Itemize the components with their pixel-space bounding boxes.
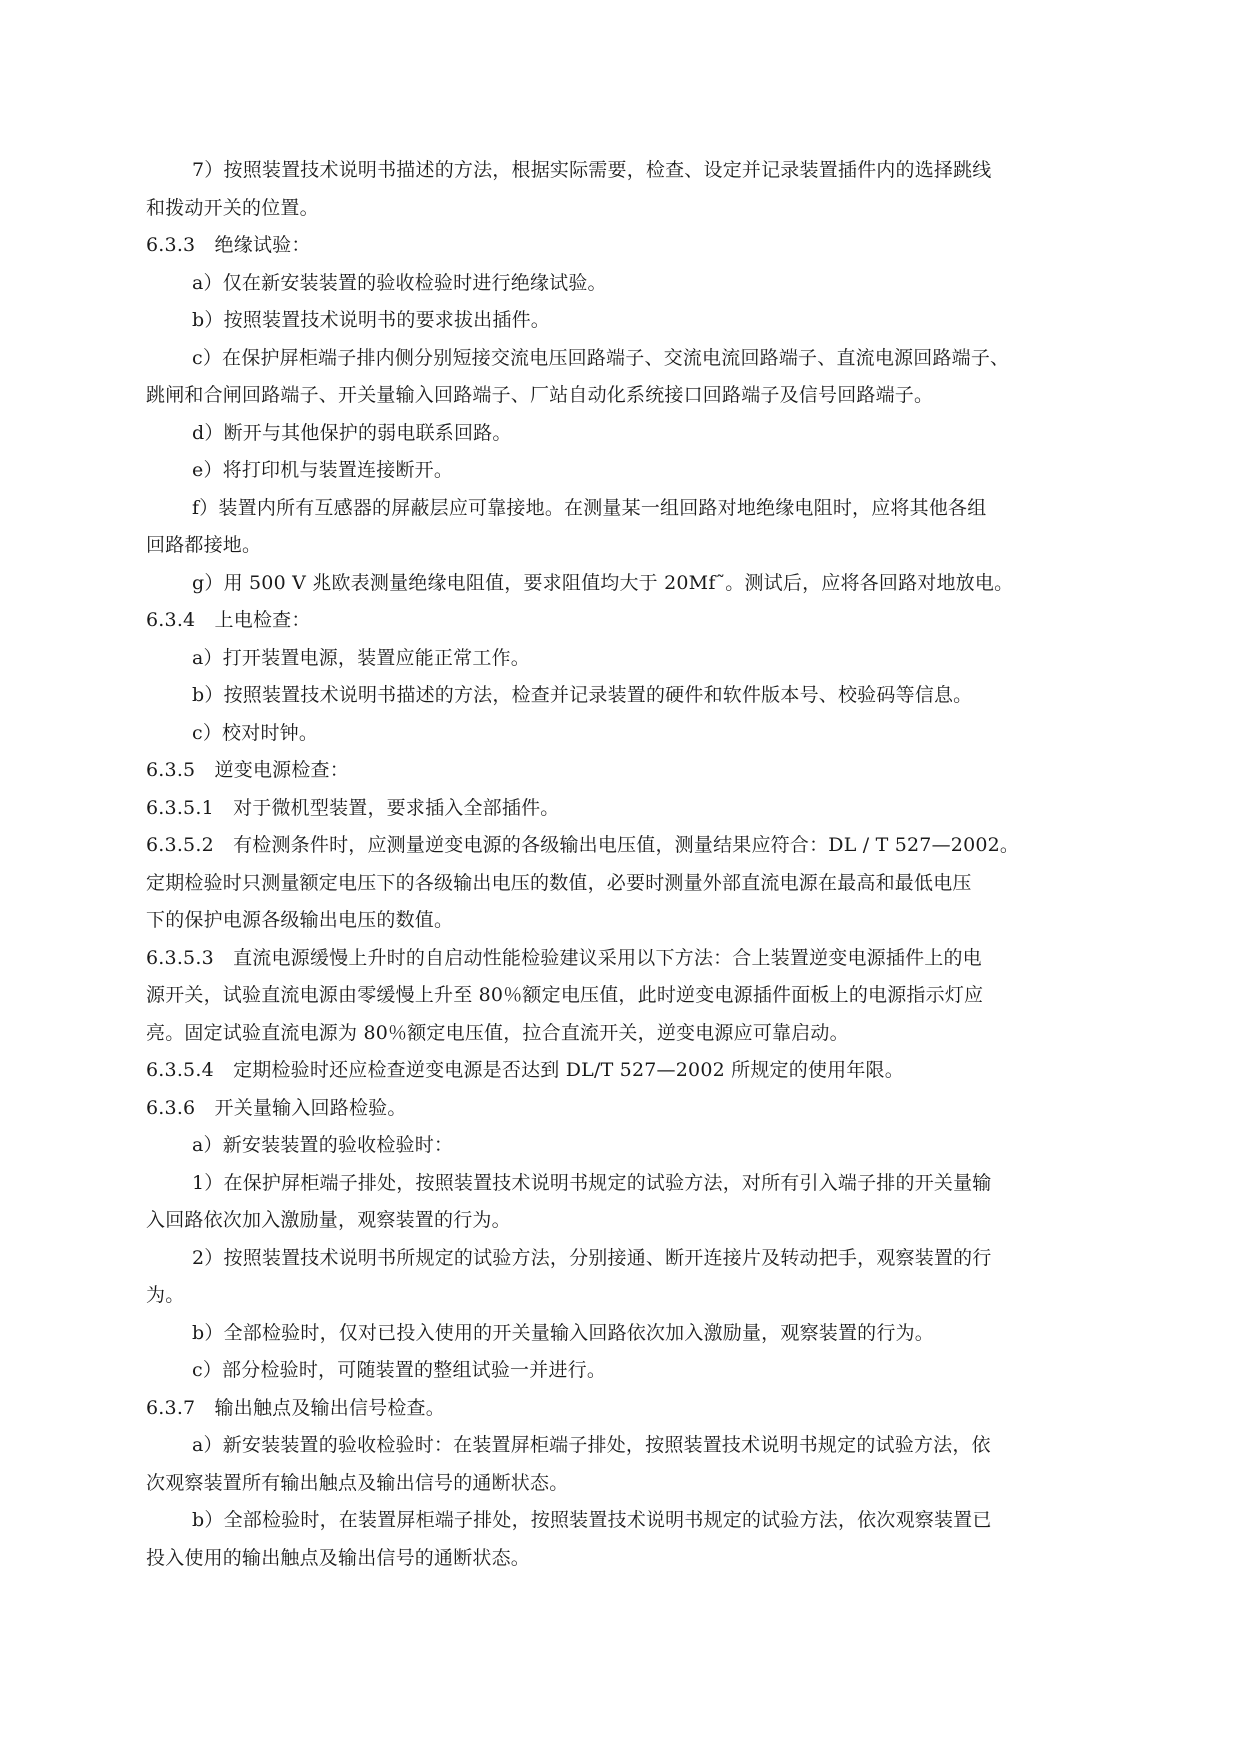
text-line: a）新安装装置的验收检验时：在装置屏柜端子排处，按照装置技术说明书规定的试验方法，依 [192,1434,991,1456]
text-line: a）新安装装置的验收检验时： [192,1134,454,1156]
text-line: c）部分检验时，可随装置的整组试验一并进行。 [192,1359,607,1381]
text-line: 6.3.5 逆变电源检查： [146,759,349,781]
text-line: 6.3.7 输出触点及输出信号检查。 [146,1396,445,1419]
text-line: 7）按照装置技术说明书描述的方法，根据实际需要，检查、设定并记录装置插件内的选择跳线 [192,159,992,181]
text-line: 6.3.3 绝缘试验： [146,234,311,256]
text-line: 1）在保护屏柜端子排处，按照装置技术说明书规定的试验方法，对所有引入端子排的开关量输 [192,1171,992,1194]
text-line: d）断开与其他保护的弱电联系回路。 [192,421,512,444]
text-line: 6.3.6 开关量输入回路检验。 [146,1096,407,1119]
text-line: 亮。固定试验直流电源为 80％额定电压值，拉合直流开关，逆变电源应可靠启动。 [146,1021,849,1044]
text-line: 入回路依次加入激励量，观察装置的行为。 [146,1209,511,1231]
text-line: 2）按照装置技术说明书所规定的试验方法，分别接通、断开连接片及转动把手，观察装置的行 [192,1246,992,1269]
text-line: a）仅在新安装装置的验收检验时进行绝缘试验。 [192,271,607,294]
text-line: 投入使用的输出触点及输出信号的通断状态。 [146,1546,531,1569]
text-line: 回路都接地。 [146,534,262,556]
text-line: a）打开装置电源，装置应能正常工作。 [192,646,530,669]
document-body [146,152,1096,1577]
text-line: 为。 [146,1284,185,1306]
text-line: b）按照装置技术说明书的要求拔出插件。 [192,309,550,331]
text-line: e）将打印机与装置连接断开。 [192,459,454,481]
text-line: b）按照装置技术说明书描述的方法，检查并记录装置的硬件和软件版本号、校验码等信息。 [192,684,973,706]
text-line: c）在保护屏柜端子排内侧分别短接交流电压回路端子、交流电流回路端子、直流电源回路端子、 [192,346,1010,369]
text-line: 定期检验时只测量额定电压下的各级输出电压的数值，必要时测量外部直流电源在最高和最低电压 [146,871,972,894]
text-line: 6.3.5.2 有检测条件时，应测量逆变电源的各级输出电压值，测量结果应符合：DL / T 527—2002。 [146,834,1020,856]
text-line: 跳闸和合闸回路端子、开关量输入回路端子、厂站自动化系统接口回路端子及信号回路端子。 [146,384,934,406]
text-line: b）全部检验时，在装置屏柜端子排处，按照装置技术说明书规定的试验方法，依次观察装置已 [192,1509,992,1531]
text-line: 次观察装置所有输出触点及输出信号的通断状态。 [146,1471,569,1494]
text-line: 和拨动开关的位置。 [146,196,319,219]
text-line: 6.3.5.3 直流电源缓慢上升时的自启动性能检验建议采用以下方法：合上装置逆变电源插件上的电 [146,946,982,969]
text-line: f）装置内所有互感器的屏蔽层应可靠接地。在测量某一组回路对地绝缘电阻时，应将其他各组 [192,496,987,519]
text-line: 6.3.4 上电检查： [146,609,311,631]
text-line: c）校对时钟。 [192,721,319,744]
text-line: g）用 500 V 兆欧表测量绝缘电阻值，要求阻值均大于 20Mf˜。测试后，应将各回路对地放电。 [192,571,1014,594]
text-line: 源开关，试验直流电源由零缓慢上升至 80％额定电压值，此时逆变电源插件面板上的电源指示灯应 [146,984,984,1006]
text-line: 6.3.5.4 定期检验时还应检查逆变电源是否达到 DL/T 527—2002 所规定的使用年限。 [146,1059,904,1081]
text-line: 6.3.5.1 对于微机型装置，要求插入全部插件。 [146,796,560,819]
text-line: 下的保护电源各级输出电压的数值。 [146,909,454,931]
text-line: b）全部检验时，仅对已投入使用的开关量输入回路依次加入激励量，观察装置的行为。 [192,1321,934,1344]
